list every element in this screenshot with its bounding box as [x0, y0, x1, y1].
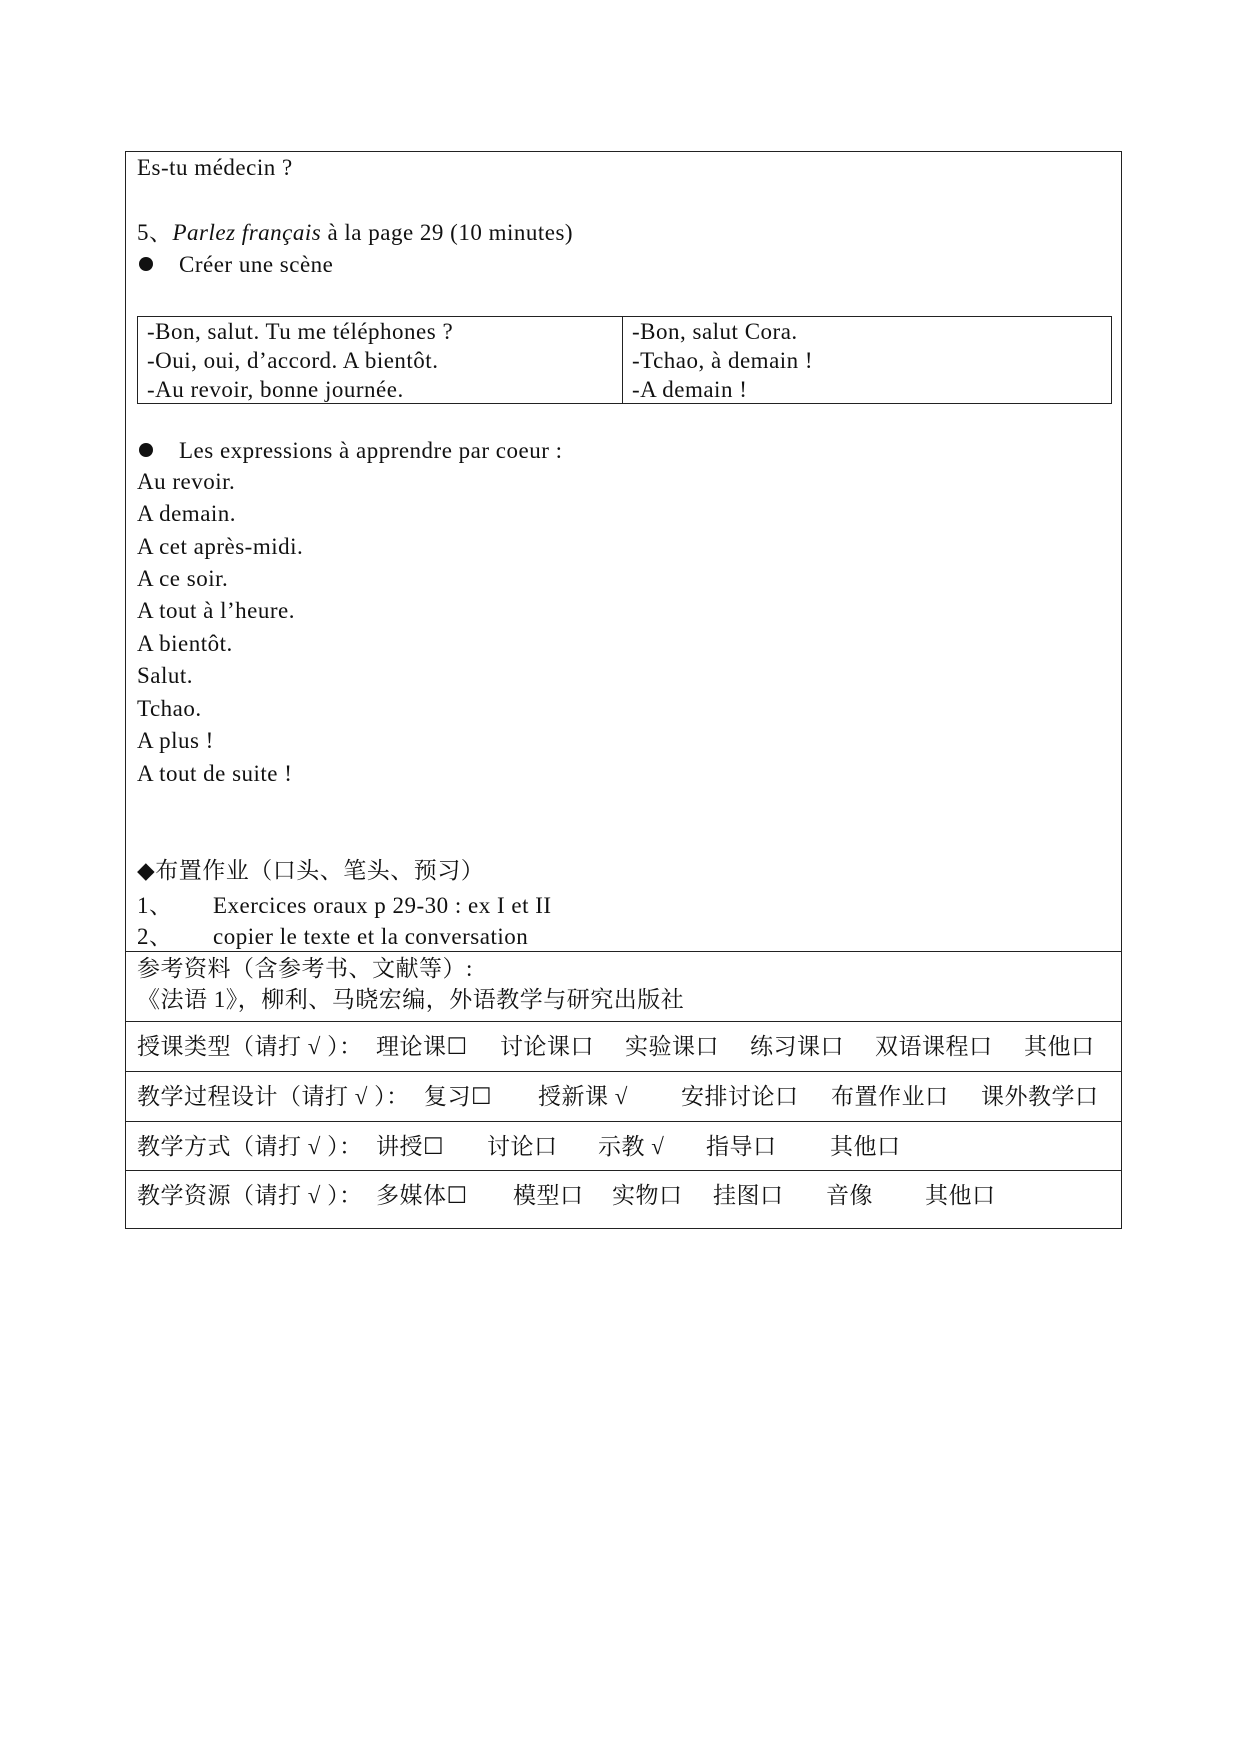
dialogue-line: -Bon, salut Cora. [632, 319, 798, 344]
dialogue-line: -A demain ! [632, 377, 748, 402]
process-design-option[interactable]: 授新课 √ [538, 1084, 628, 1109]
expression-item: Salut. [137, 663, 194, 688]
course-type-label: 授课类型（请打 √ ）： [137, 1034, 363, 1059]
dialogue-line: -Bon, salut. Tu me téléphones ? [147, 319, 454, 344]
expression-item: A tout à l’heure. [137, 598, 295, 623]
process-design-option[interactable]: 布置作业口 [831, 1084, 949, 1109]
section-title-italic: Parlez français [172, 220, 322, 245]
bullet-expressions [137, 437, 563, 465]
teaching-resources-option[interactable]: 其他口 [925, 1183, 996, 1208]
bullet-icon [139, 443, 153, 457]
teaching-method-option[interactable]: 讲授☐ [376, 1134, 445, 1159]
expression-item: Tchao. [137, 696, 202, 721]
expression-item: A bientôt. [137, 631, 233, 656]
teaching-method-label: 教学方式（请打 √ ）： [137, 1134, 363, 1159]
dialogue-right-column [623, 317, 1111, 403]
process-design-label: 教学过程设计（请打 √ ）： [137, 1084, 410, 1109]
dialogue-line: -Oui, oui, d’accord. A bientôt. [147, 348, 439, 373]
expression-item: A demain. [137, 501, 237, 526]
homework-number: 2、 [137, 924, 173, 949]
dialogue-table [137, 316, 1112, 404]
question-line: Es-tu médecin ? [137, 155, 293, 180]
references-label: 参考资料（含参考书、文献等）: [137, 956, 473, 981]
lesson-content-cell [126, 152, 1121, 951]
bullet-text: Créer une scène [179, 252, 334, 277]
course-type-option[interactable]: 练习课口 [750, 1034, 844, 1059]
section-number: 5、 [137, 220, 173, 245]
teaching-method-option[interactable]: 示教 √ [598, 1134, 665, 1159]
dialogue-line: -Tchao, à demain ! [632, 348, 814, 373]
course-type-option[interactable]: 理论课☐ [376, 1034, 468, 1059]
homework-text: copier le texte et la conversation [213, 924, 529, 949]
bullet-create-scene [137, 251, 333, 279]
process-design-option[interactable]: 课外教学口 [981, 1084, 1099, 1109]
teaching-resources-option[interactable]: 挂图口 [713, 1183, 784, 1208]
teaching-method-option[interactable]: 其他口 [830, 1134, 901, 1159]
homework-item [137, 923, 528, 951]
teaching-resources-option[interactable]: 音像 [826, 1183, 873, 1208]
process-design-row [126, 1071, 1121, 1121]
dialogue-left-column [138, 317, 623, 403]
teaching-resources-option[interactable]: 模型口 [513, 1183, 584, 1208]
expression-item: A tout de suite ! [137, 761, 293, 786]
dialogue-line: -Au revoir, bonne journée. [147, 377, 404, 402]
teaching-method-option[interactable]: 指导口 [706, 1134, 777, 1159]
teaching-resources-row [126, 1170, 1121, 1228]
references-cell [126, 951, 1121, 1021]
homework-item [137, 892, 552, 920]
teaching-method-row [126, 1121, 1121, 1170]
expression-item: A cet après-midi. [137, 534, 304, 559]
teaching-resources-label: 教学资源（请打 √ ）： [137, 1183, 363, 1208]
course-type-option[interactable]: 其他口 [1024, 1034, 1095, 1059]
references-value: 《法语 1》，柳利、马晓宏编，外语教学与研究出版社 [137, 987, 685, 1012]
course-type-option[interactable]: 实验课口 [625, 1034, 719, 1059]
expression-item: A ce soir. [137, 566, 229, 591]
section-title-rest: à la page 29 (10 minutes) [321, 220, 574, 245]
teaching-resources-option[interactable]: 实物口 [612, 1183, 683, 1208]
course-type-option[interactable]: 讨论课口 [500, 1034, 594, 1059]
expression-item: A plus ! [137, 728, 214, 753]
bullet-text: Les expressions à apprendre par coeur : [179, 438, 563, 463]
course-type-option[interactable]: 双语课程口 [875, 1034, 993, 1059]
teaching-resources-option[interactable]: 多媒体☐ [376, 1183, 468, 1208]
bullet-icon [139, 257, 153, 271]
section-5-title [137, 219, 573, 247]
lesson-plan-table [125, 151, 1122, 1229]
process-design-option[interactable]: 复习☐ [424, 1084, 493, 1109]
homework-number: 1、 [137, 893, 173, 918]
homework-text: Exercices oraux p 29-30 : ex I et II [213, 893, 552, 918]
homework-heading: ◆布置作业（口头、笔头、预习） [137, 858, 485, 883]
course-type-row [126, 1021, 1121, 1071]
expression-item: Au revoir. [137, 469, 236, 494]
process-design-option[interactable]: 安排讨论口 [681, 1084, 799, 1109]
teaching-method-option[interactable]: 讨论口 [487, 1134, 558, 1159]
